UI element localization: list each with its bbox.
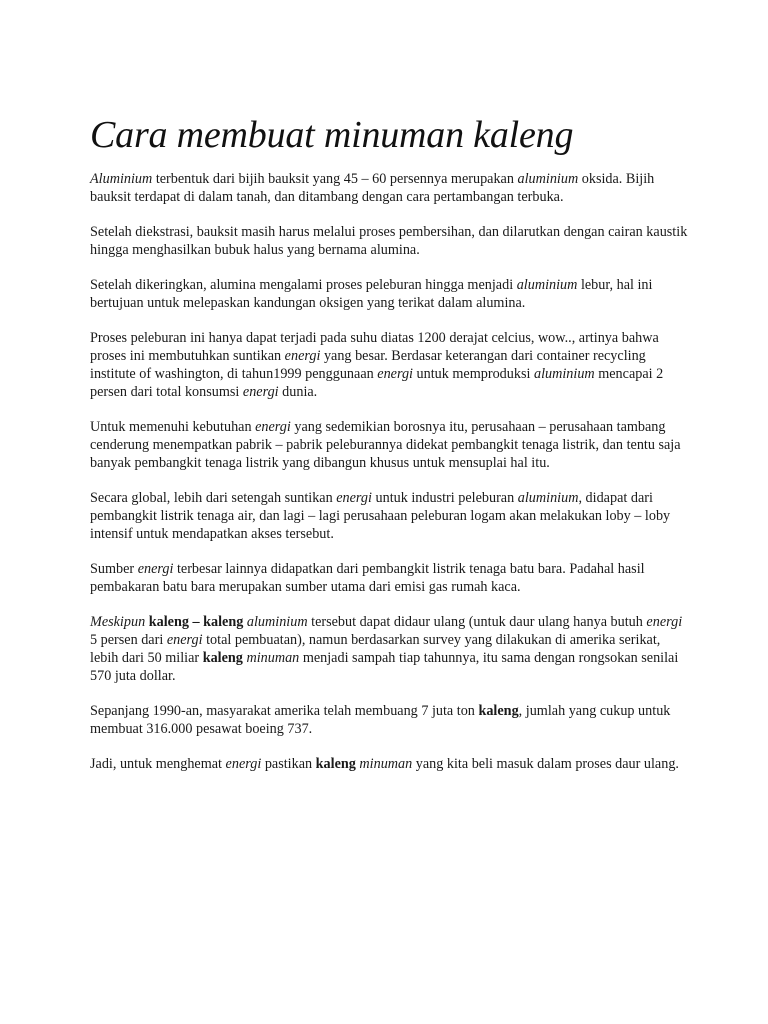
body-paragraph [90, 755, 690, 773]
text-run: dunia. [278, 384, 318, 400]
text-run: Secara global, lebih dari setengah suntikan [90, 490, 337, 506]
italic-run: energi [225, 756, 262, 772]
italic-run: energi [284, 348, 321, 364]
italic-run: energi [166, 632, 203, 648]
text-run: menjadi sampah tiap tahunnya, itu sama dengan rongsokan senilai 570 juta dollar. [90, 650, 679, 684]
body-paragraph [90, 223, 690, 259]
italic-run: energi [137, 561, 174, 577]
body-paragraph [90, 276, 690, 312]
text-run: Untuk memenuhi kebutuhan [90, 419, 256, 435]
italic-run: aluminium [517, 490, 579, 506]
italic-run: energi [242, 384, 279, 400]
text-run: Proses peleburan ini hanya dapat terjadi pada suhu diatas 1200 derajat celcius, wow.., artinya bahwa proses ini membutuhkan suntikan [90, 330, 659, 364]
text-run: lebur, hal ini bertujuan untuk melepaskan kandungan oksigen yang terikat dalam alumina. [90, 277, 653, 311]
text-run: mencapai 2 persen dari total konsumsi [90, 366, 664, 400]
italic-run: aluminium [533, 366, 595, 382]
body-paragraph [90, 702, 690, 738]
document-body [90, 112, 690, 790]
text-run: oksida. Bijih bauksit terdapat di dalam tanah, dan ditambang dengan cara pertambangan terbuka. [90, 171, 655, 205]
bold-run: kaleng – kaleng [148, 614, 244, 630]
body-paragraph [90, 418, 690, 472]
bold-run: kaleng [478, 703, 519, 719]
italic-run: energi [646, 614, 683, 630]
italic-run: energi [336, 490, 372, 506]
body-paragraph [90, 170, 690, 206]
italic-run: energi [255, 419, 291, 435]
text-run: , didapat dari pembangkit listrik tenaga air, dan lagi – lagi perusahaan peleburan logam akan melakukan loby – loby intensif untuk mendapatkan akses tersebut. [90, 490, 671, 542]
text-run: total pembuatan), namun berdasarkan survey yang dilakukan di amerika serikat, lebih dari 50 miliar [90, 632, 661, 666]
bold-run: kaleng [202, 650, 243, 666]
text-run: yang sedemikian borosnya itu, perusahaan – perusahaan tambang cenderung menempatkan pabrik – pabrik peleburannya didekat pembangkit tenaga listrik, dan tentu saja banyak pembangkit tenaga listrik yang dibangun khusus untuk mensuplai hal itu. [90, 419, 681, 471]
body-paragraph [90, 613, 690, 685]
text-run: yang besar. Berdasar keterangan dari container recycling institute of washington, di tahun1999 penggunaan [90, 348, 646, 382]
italic-run: aluminium [517, 171, 579, 187]
body-paragraph [90, 489, 690, 543]
italic-run: aluminium [246, 614, 308, 630]
text-run: Setelah diekstrasi, bauksit masih harus melalui proses pembersihan, dan dilarutkan dengan cairan kaustik hingga menghasilkan bubuk halus yang bernama alumina. [90, 224, 688, 258]
text-run: Jadi, untuk menghemat [90, 756, 226, 772]
text-run: yang kita beli masuk dalam proses daur ulang. [412, 756, 679, 772]
text-run: Sepanjang 1990-an, masyarakat amerika telah membuang 7 juta ton [90, 703, 479, 719]
italic-run: Aluminium [90, 171, 153, 187]
italic-run: Meskipun [90, 614, 146, 630]
italic-run: aluminium [516, 277, 578, 293]
text-run: 5 persen dari [90, 632, 167, 648]
text-run: untuk industri peleburan [371, 490, 518, 506]
text-run: untuk memproduksi [412, 366, 534, 382]
text-run: Sumber [90, 561, 138, 577]
text-run: terbentuk dari bijih bauksit yang 45 – 60 persennya merupakan [152, 171, 518, 187]
text-run: pastikan [261, 756, 316, 772]
body-paragraph [90, 560, 690, 596]
italic-run: minuman [359, 756, 413, 772]
text-run: Setelah dikeringkan, alumina mengalami proses peleburan hingga menjadi [90, 277, 517, 293]
italic-run: energi [377, 366, 413, 382]
body-paragraph [90, 329, 690, 401]
text-run: , jumlah yang cukup untuk membuat 316.000 pesawat boeing 737. [90, 703, 671, 737]
paragraph-list [90, 170, 690, 773]
bold-run: kaleng [315, 756, 356, 772]
text-run: tersebut dapat didaur ulang (untuk daur ulang hanya butuh [307, 614, 647, 630]
italic-run: minuman [246, 650, 300, 666]
document-title: Cara membuat minuman kaleng [90, 114, 574, 156]
text-run: terbesar lainnya didapatkan dari pembangkit listrik tenaga batu bara. Padahal hasil pembakaran batu bara merupakan sumber utama dari emisi gas rumah kaca. [90, 561, 645, 595]
